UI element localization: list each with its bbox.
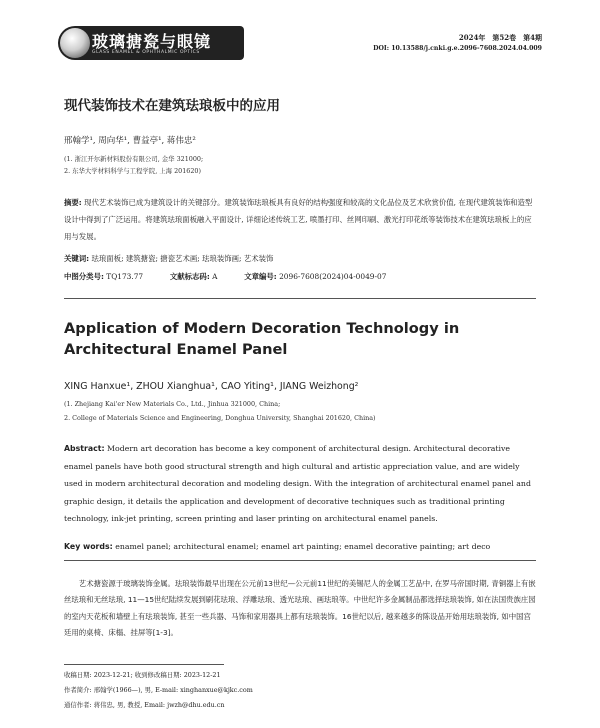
clc-value: TQ173.77 [106, 272, 144, 281]
clc-label: 中图分类号: [64, 272, 104, 281]
doc-code-label: 文献标志码: [169, 272, 210, 281]
doi: DOI: 10.13588/j.cnki.g.e.2096-7608.2024.04.009 [373, 45, 542, 52]
issue-info: 2024年 第52卷 第4期 [458, 33, 542, 42]
body-paragraph: 艺术搪瓷源于玻璃装饰金属。珐琅装饰最早出现在公元前13世纪—公元前11世纪的美锡尼人的金属工艺品中, 在罗马帝国时期, 青铜器上有嵌丝珐琅和无丝珐琅, 11—15世纪陆续发展到刷花珐琅、浮雕珐琅、透光珐琅、画珐琅等。中世纪许多金属制品都选择珐琅装饰, 如在法国贵族庄园的室内天花板和墙壁上有珐琅装饰, 甚至一些兵器、马饰和家用器具上都有珐琅装饰。16世纪以后, 越来越多的陈设品开始用珐琅装饰, 如中国宫廷用的桌椅、床榻、挂屏等[1-3]。 [64, 579, 536, 638]
chinese-authors: 邢翰学¹, 周向华¹, 曹益亭¹, 蒋伟忠² [64, 136, 196, 146]
article-no-value: 2096-7608(2024)04-0049-07 [279, 272, 387, 281]
journal-title: 玻璃搪瓷与眼镜 [92, 32, 212, 51]
english-affiliation-1: (1. Zhejiang Kai'er New Materials Co., Ltd., Jinhua 321000, China; [64, 400, 281, 408]
chinese-abstract [64, 194, 536, 245]
chinese-abstract-text: 现代艺术装饰已成为建筑设计的关键部分。建筑装饰珐琅板具有良好的结构强度和较高的文化品位及艺术欣赏价值, 在现代建筑装饰和造型设计中得到了广泛运用。将建筑珐琅面板融入平面设计, 详细论述传统工艺, 喷墨打印、丝网印刷、激光打印花纸等装饰技术在建筑珐琅板上的应用与发展。 [64, 198, 533, 241]
footnote-divider [64, 664, 224, 665]
english-title: Application of Modern Decoration Technology in Architectural Enamel Panel [64, 320, 460, 358]
section-divider [64, 298, 536, 299]
english-keywords-label: Key words: [64, 542, 113, 551]
journal-emblem-icon [60, 28, 90, 58]
section-divider-2 [64, 560, 536, 561]
english-authors: XING Hanxue¹, ZHOU Xianghua¹, CAO Yiting¹, JIANG Weizhong² [64, 381, 359, 392]
chinese-title: 现代装饰技术在建筑珐琅板中的应用 [64, 98, 280, 114]
footnote-dates: 收稿日期: 2023-12-21; 收到修改稿日期: 2023-12-21 [64, 671, 221, 679]
footnote-contact: 通信作者: 蒋伟忠, 男, 教授, Email: jwzh@dhu.edu.cn [64, 701, 225, 709]
english-abstract-text: Modern art decoration has become a key component of architectural design. Architectural decorative enamel panels have both good structural strength and high cultural and artistic appreciation value, and are widely used in modern architectural decoration and modeling design. With the integration of architectural enamel panel and graphic design, it details the application and development of decorative techniques such as traditional printing technology, ink-jet printing, screen printing and laser printing on architectural enamel panels. [64, 444, 531, 524]
english-keywords-text: enamel panel; architectural enamel; enamel art painting; enamel decorative painting; art deco [115, 542, 491, 551]
chinese-keywords-label: 关键词: [64, 254, 90, 263]
chinese-keywords [64, 253, 273, 264]
chinese-keywords-text: 珐琅面板; 建筑搪瓷; 搪瓷艺术画; 珐琅装饰画; 艺术装饰 [91, 254, 274, 263]
chinese-abstract-label: 摘要: [64, 198, 82, 207]
chinese-affiliation-1: (1. 浙江开尔新材料股份有限公司, 金华 321000; [64, 155, 204, 163]
english-keywords [64, 542, 490, 551]
footnote-author-info: 作者简介: 邢翰学(1966—), 男, E-mail: xinghanxue@kjkc.com [64, 686, 253, 694]
doc-code-value: A [212, 272, 218, 281]
journal-subtitle: GLASS ENAMEL & OPHTHALMIC OPTICS [92, 50, 200, 55]
chinese-affiliation-2: 2. 东华大学材料科学与工程学院, 上海 201620) [64, 167, 201, 175]
article-no-label: 文章编号: [244, 272, 277, 281]
english-abstract [64, 440, 536, 528]
english-abstract-label: Abstract: [64, 444, 105, 453]
classification-row [64, 271, 536, 282]
english-affiliation-2: 2. College of Materials Science and Engineering, Donghua University, Shanghai 201620, China) [64, 414, 376, 422]
